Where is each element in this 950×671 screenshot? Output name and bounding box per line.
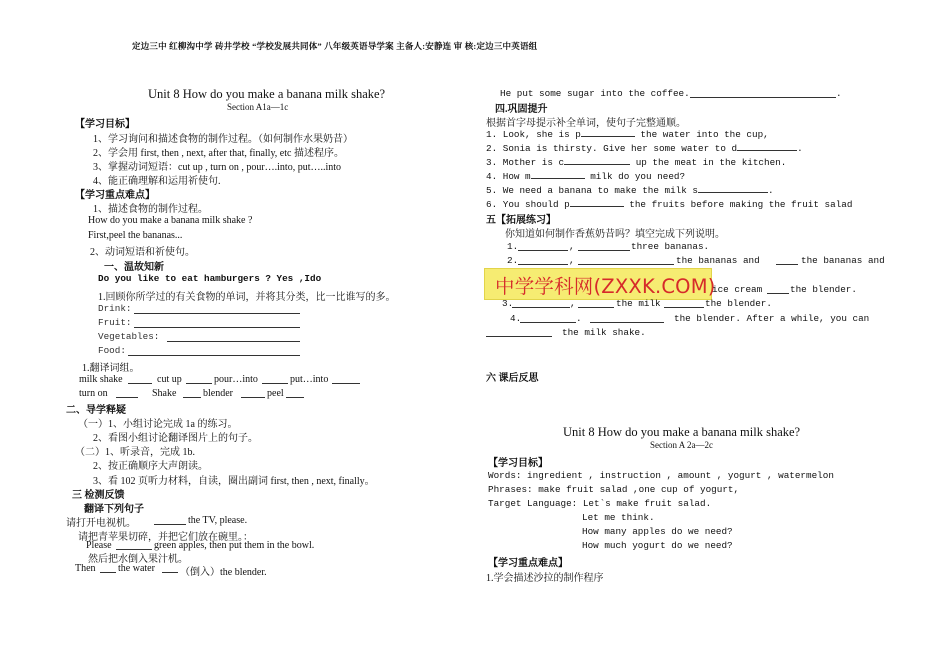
sentence-en: He put some sugar into the coffee.	[500, 88, 690, 99]
sentence-end: .	[836, 88, 842, 99]
exercise-item: 5. We need a banana to make the milk s .	[486, 185, 774, 196]
expand-step: 1.	[507, 241, 519, 252]
category-fruit: Fruit:	[98, 317, 132, 328]
guide-item: （一）1、小组讨论完成 1a 的练习。	[78, 419, 238, 430]
check-heading: 三 检测反馈	[72, 490, 125, 501]
guide-item: 2、看图小组讨论翻译图片上的句子。	[93, 433, 258, 444]
exercise-item: 2. Sonia is thirsty. Give her some water to d .	[486, 143, 803, 154]
target-line: How much yogurt do we need?	[582, 540, 733, 551]
goal-item: 1、学习询问和描述食物的制作过程。（如何制作水果奶昔）	[93, 134, 353, 145]
key-points-heading-2: 【学习重点难点】	[488, 558, 568, 569]
exercise-item: 1. Look, she is p the water into the cup,	[486, 129, 769, 140]
sentence-en: the water	[118, 563, 155, 574]
goal-item: 3、掌握动词短语：cut up , turn on , pour….into, put…..into	[93, 162, 342, 173]
sentence-en: Please	[86, 540, 112, 551]
key-question: How do you make a banana milk shake ?	[88, 215, 253, 226]
goal-item: 2、学会用 first, then , next, after that, finally, etc 描述程序。	[93, 148, 344, 159]
expand-step: 2.	[507, 255, 519, 266]
key-answer: First,peel the bananas...	[88, 230, 183, 241]
sentence-en: green apples, then put them in the bowl.	[154, 540, 315, 551]
review-task: 1.回顾你所学过的有关食物的单词，并将其分类，比一比谁写的多。	[98, 292, 396, 303]
exercise-item: 6. You should p the fruits before making the fruit salad	[486, 199, 853, 210]
guide-heading: 二、导学释疑	[66, 405, 126, 416]
review-heading: 一、温故知新	[104, 262, 164, 273]
phrase: milk shake	[79, 374, 123, 385]
guide-item: 2、按正确顺序大声朗读。	[93, 461, 208, 472]
category-drink: Drink:	[98, 303, 132, 314]
expand-task: 你知道如何制作香蕉奶昔吗？填空完成下列说明。	[505, 229, 725, 240]
page-header: 定边三中 红柳沟中学 砖井学校 “学校发展共同体” 八年级英语导学案 主备人:安静连 审 核:定边三中英语组	[132, 41, 538, 51]
consolidate-heading: 四.巩固提升	[495, 104, 548, 115]
target-language: Target Language: Let`s make fruit salad.	[488, 498, 712, 509]
phrase: Shake	[152, 388, 177, 399]
unit-title-right: Unit 8 How do you make a banana milk shake?	[563, 425, 801, 439]
goals-heading-2: 【学习目标】	[488, 458, 548, 469]
goals-heading: 【学习目标】	[75, 119, 135, 130]
expand-step: 4.	[510, 313, 522, 324]
phrase: put…into	[290, 374, 329, 385]
exercise-item: 4. How m milk do you need?	[486, 171, 686, 182]
watermark-logo: 中学学科网(ZXXK.COM)	[484, 268, 712, 300]
phrases-line: Phrases: make fruit salad ,one cup of yogurt,	[488, 484, 740, 495]
sentence-cn: 请把青苹果切碎，并把它们放在碗里。：	[78, 532, 253, 543]
phrase: cut up	[157, 374, 182, 385]
sentence-en: the TV, please.	[188, 515, 248, 526]
consolidate-task: 根据首字母提示补全单词，使句子完整通顺。	[486, 118, 686, 129]
phrase: blender	[203, 388, 233, 399]
target-line: Let me think.	[582, 512, 655, 523]
guide-item: （二）1、听录音，完成 1b.	[75, 447, 195, 458]
sentence-cn: 然后把水倒入果汁机。	[88, 554, 188, 565]
expand-heading: 五【拓展练习】	[486, 215, 556, 226]
unit-title-left: Unit 8 How do you make a banana milk shake?	[148, 87, 386, 101]
goal-item: 4、能正确理解和运用祈使句.	[93, 176, 221, 187]
target-line: How many apples do we need?	[582, 526, 733, 537]
sentence-en: （倒入）the blender.	[180, 567, 267, 578]
phrase: pour…into	[214, 374, 258, 385]
key-points-heading: 【学习重点难点】	[75, 190, 155, 201]
phrase: turn on	[79, 388, 108, 399]
translate-heading: 1.翻译词组。	[82, 363, 140, 374]
reflect-heading: 六 课后反思	[486, 373, 539, 384]
review-question: Do you like to eat hamburgers ? Yes ,Ido	[98, 273, 322, 284]
section-label-left: Section A1a—1c	[227, 102, 289, 112]
sentence-cn: 请打开电视机。	[66, 518, 136, 529]
category-food: Food:	[98, 345, 126, 356]
exercise-item: 3. Mother is c up the meat in the kitchen.	[486, 157, 787, 168]
section-label-right: Section A 2a—2c	[650, 440, 713, 450]
expand-step: 3.	[502, 298, 514, 309]
category-vegetables: Vegetables:	[98, 331, 160, 342]
phrase: peel	[267, 388, 284, 399]
guide-item: 3、看 102 页听力材料，自读，圈出副词 first, then , next, finally。	[93, 476, 375, 487]
check-subheading: 翻译下列句子	[84, 504, 144, 515]
key-point-2: 1.学会描述沙拉的制作程序	[486, 573, 604, 584]
key-point: 1、描述食物的制作过程。	[93, 204, 208, 215]
sentence-en: Then	[75, 563, 96, 574]
key-point: 2、动词短语和祈使句。	[90, 247, 195, 258]
words-line: Words: ingredient , instruction , amount , yogurt , watermelon	[488, 470, 834, 481]
